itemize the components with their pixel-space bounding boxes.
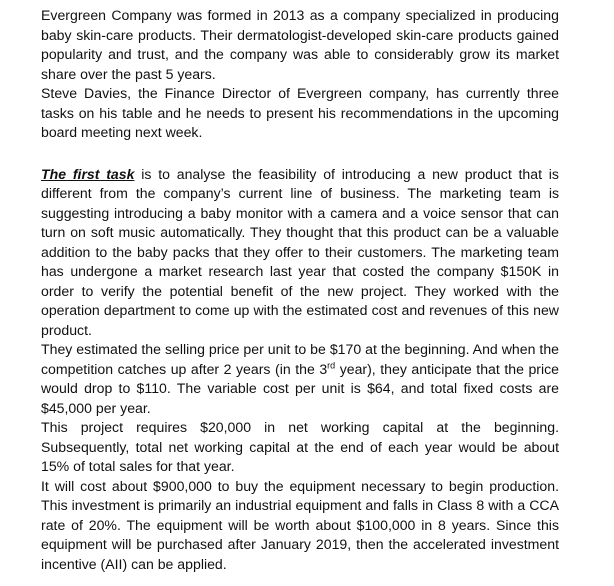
pricing-text-end: year), they anticipate that the price would drop to $110. The variable cost per unit is $64, and total fixed costs are $45,000 per year.	[41, 360, 559, 416]
ordinal-superscript: rd	[327, 359, 336, 370]
pricing-paragraph	[41, 340, 559, 418]
paragraph-gap	[41, 143, 559, 165]
first-task-paragraph	[41, 165, 559, 341]
intro-paragraph: Evergreen Company was formed in 2013 as a company specialized in producing baby skin-care products. Their dermatologist-developed skin-care products gained popularity and trust, and the company was able to considerably grow its market share over the past 5 years.	[41, 7, 559, 82]
working-capital-paragraph: This project requires $20,000 in net working capital at the beginning. Subsequently, total net working capital at the end of each year would be about 15% of total sales for that year.	[41, 419, 559, 474]
document-page	[41, 6, 559, 574]
pricing-text-start: They estimated the selling price per unit to be $170 at the beginning. And when the competition catches up after 2 years (in the 3	[41, 341, 559, 377]
equipment-paragraph: It will cost about $900,000 to buy the equipment necessary to begin production. This investment is primarily an industrial equipment and falls in Class 8 with a CCA rate of 20%. The equipment will be worth about $100,000 in 8 years. Since this equipment will be purchased after January 2019, then the accelerated investment incentive (AII) can be applied.	[41, 477, 559, 572]
first-task-description: is to analyse the feasibility of introducing a new product that is different from the company’s current line of business. The marketing team is suggesting introducing a baby monitor with a camera and a voice sensor that can turn on soft music automatically. They thought that this product can be a valuable addition to the baby packs that they offer to their customers. The marketing team has undergone a market research last year that costed the company $150K in order to verify the potential benefit of the new project. They worked with the operation department to come up with the estimated cost and revenues of this new product.	[41, 165, 559, 338]
first-task-heading: The first task	[41, 165, 135, 182]
director-paragraph: Steve Davies, the Finance Director of Evergreen company, has currently three tasks on his table and he needs to present his recommendations in the upcoming board meeting next week.	[41, 85, 559, 140]
